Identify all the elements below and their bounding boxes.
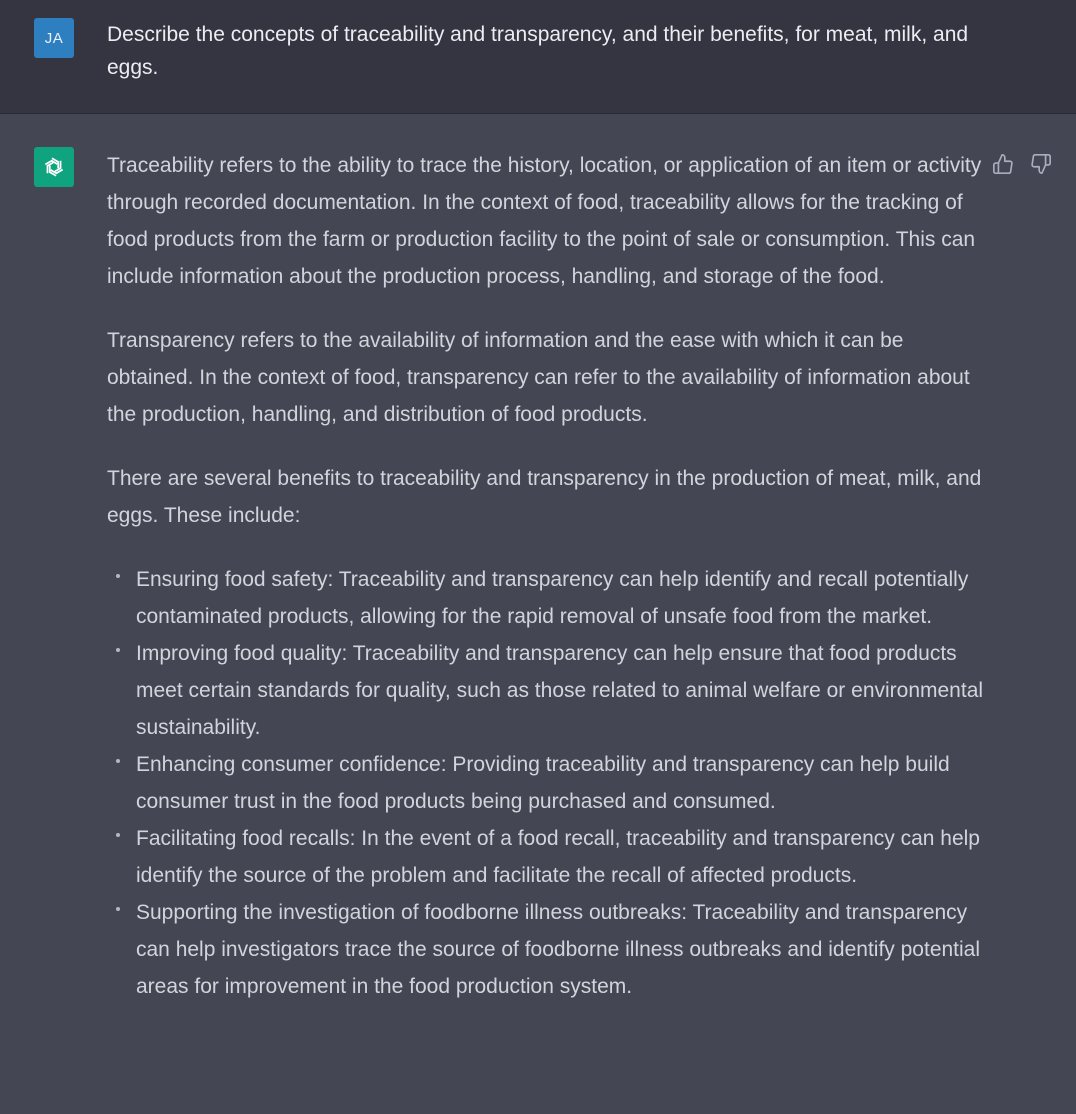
- paragraph-traceability: Traceability refers to the ability to trace the history, location, or application of an item or activity through recorded documentation. In the context of food, traceability allows for the tracking of food products from the farm or production facility to the point of sale or consumption. This can include information about the production process, handling, and storage of the food.: [107, 154, 982, 288]
- list-item: Enhancing consumer confidence: Providing traceability and transparency can help build consumer trust in the food products being purchased and consumed.: [107, 746, 987, 820]
- thumbs-up-icon: [992, 153, 1014, 175]
- list-item: Supporting the investigation of foodborne illness outbreaks: Traceability and transparency can help investigators trace the source of foodborne illness outbreaks and identify potential areas for improvement in the food production system.: [107, 894, 987, 1005]
- assistant-avatar: [34, 147, 74, 187]
- thumbs-down-icon: [1030, 153, 1052, 175]
- benefits-list: [107, 561, 987, 1005]
- thumbs-up-button[interactable]: [991, 152, 1015, 176]
- paragraph-benefits-intro: There are several benefits to traceability and transparency in the production of meat, milk, and eggs. These include:: [107, 467, 982, 527]
- thumbs-down-button[interactable]: [1029, 152, 1053, 176]
- list-item: Ensuring food safety: Traceability and transparency can help identify and recall potentially contaminated products, allowing for the rapid removal of unsafe food from the market.: [107, 561, 987, 635]
- paragraph-transparency: Transparency refers to the availability of information and the ease with which it can be obtained. In the context of food, transparency can refer to the availability of information about the production, handling, and distribution of food products.: [107, 329, 970, 426]
- list-item: Facilitating food recalls: In the event of a food recall, traceability and transparency can help identify the source of the problem and facilitate the recall of affected products.: [107, 820, 987, 894]
- user-message: [0, 0, 1076, 114]
- assistant-response: [107, 147, 987, 1005]
- user-avatar: JA: [34, 18, 74, 58]
- list-item: Improving food quality: Traceability and transparency can help ensure that food products meet certain standards for quality, such as those related to animal welfare or environmental sustainability.: [107, 635, 987, 746]
- openai-logo-icon: [40, 153, 68, 181]
- user-message-text: Describe the concepts of traceability and transparency, and their benefits, for meat, milk, and eggs.: [107, 23, 969, 79]
- assistant-message: [0, 114, 1076, 1114]
